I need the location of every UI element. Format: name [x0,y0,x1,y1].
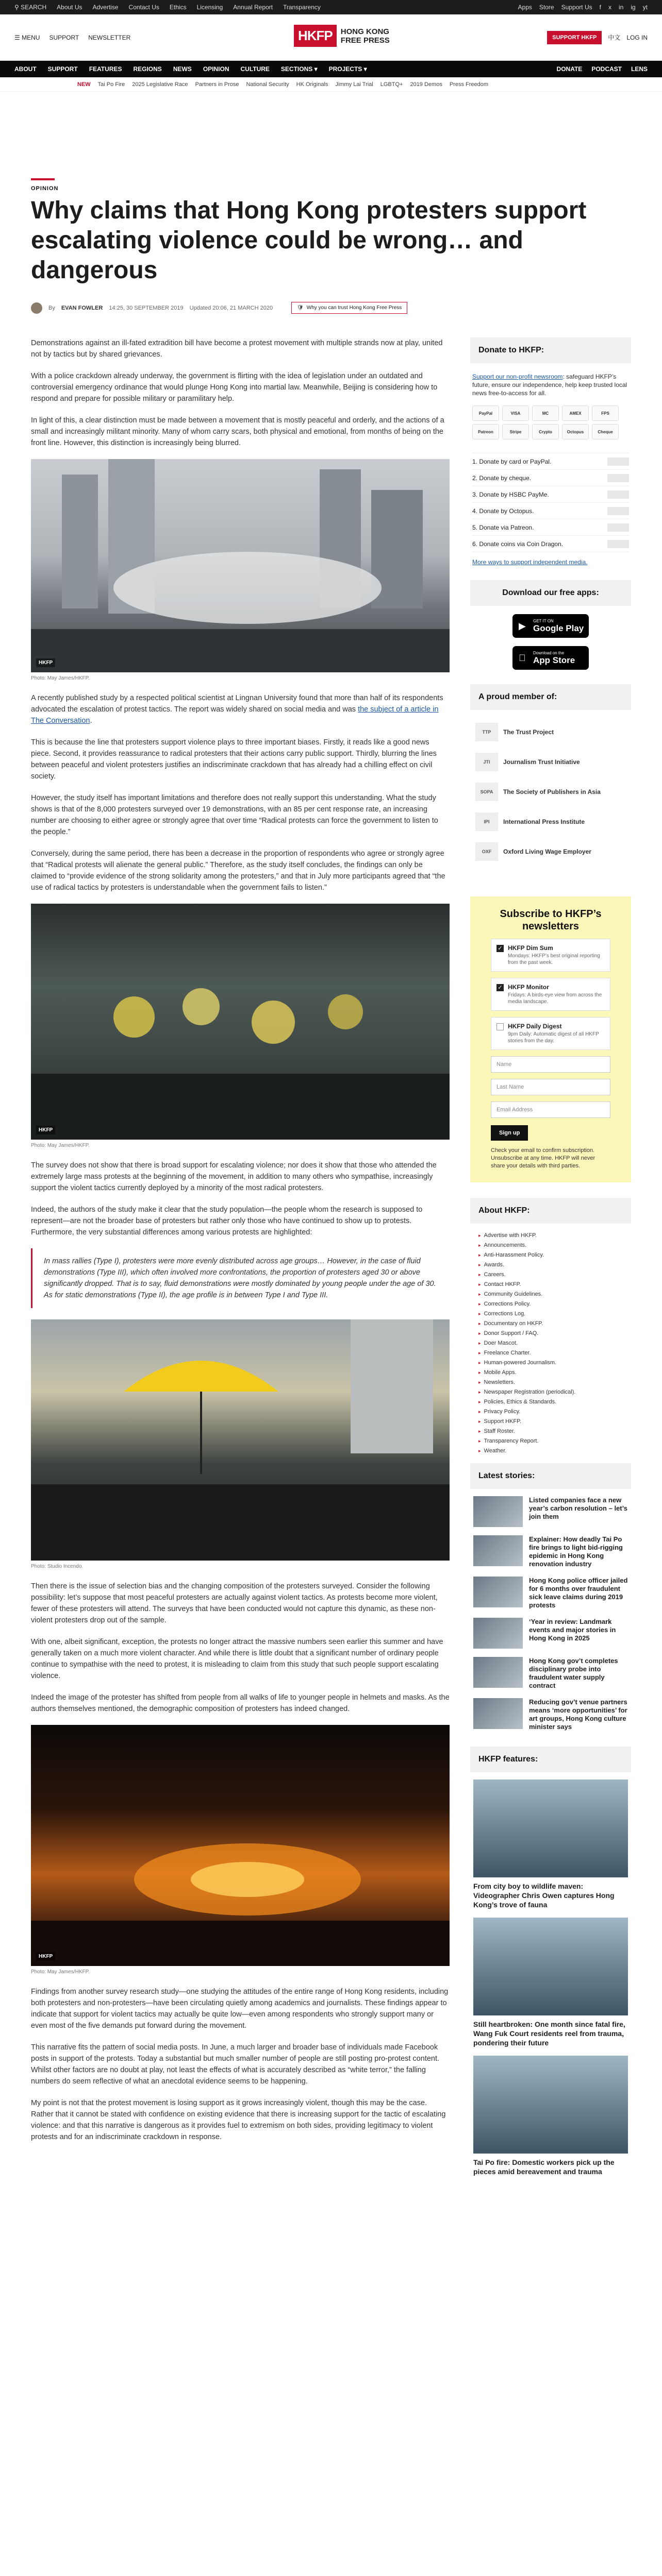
newsletter-name: HKFP Monitor [508,984,549,991]
story-thumbnail [473,1577,523,1607]
facebook-icon[interactable]: f [599,4,601,11]
donate-option[interactable] [472,519,629,536]
memberships [470,684,631,878]
story-item[interactable] [473,1657,628,1690]
newsletter-option[interactable] [491,978,610,1011]
about-link[interactable]: ▸ Corrections Policy. [478,1299,623,1309]
apps-title: Download our free apps: [470,580,631,606]
paragraph: With one, albeit significant, exception, the protests no longer attract the massive numbers seen earlier this summer and have generally taken on a much more violent character. And while there is little doubt that a significant number of ordinary people continue to sympathise with the need to protest, it is misleading to claim from this study that such people support escalating violence. [31,1638,443,1680]
crowd-graphic [31,904,450,1140]
story-item[interactable] [473,1535,628,1568]
about-link[interactable]: ▸ Mobile Apps. [478,1368,623,1378]
latest-stories [470,1463,631,1747]
feature-headline: From city boy to wildlife maven: Videographer Chris Owen captures Hong Kong’s trove of fauna [473,1882,615,1909]
story-headline: Reducing gov’t venue partners means ‘more opportunities’ for art groups, Hong Kong culture minister says [529,1698,627,1731]
about-link[interactable]: ▸ Doer Mascot. [478,1338,623,1348]
newsletter-box [470,896,631,1182]
instagram-icon[interactable]: ig [631,4,636,11]
amex-logo: AMEX [562,405,589,421]
nav-regions[interactable]: REGIONS [133,65,162,73]
conversation-link[interactable]: the subject of a article in The Conversation [31,705,439,725]
utility-link-about[interactable]: About Us [57,4,82,11]
byline [31,302,631,314]
donate-option[interactable] [472,470,629,486]
mastercard-logo: MC [532,405,559,421]
email-input[interactable]: Email Address [491,1101,610,1118]
tower [62,474,98,608]
paragraph: Then there is the issue of selection bias and the changing composition of the protesters surveyed. Consider the following possibility: let’s suppose that most peaceful protesters are actually against violent tactics. As protests become more violent, fewer of these protesters will attend. The surveys that have been conducted would not capture this dynamic, as these non-violent protesters drop out of the sample. [31,1582,438,1624]
about-link[interactable]: ▸ Careers. [478,1270,623,1280]
latest-title: Latest stories: [470,1463,631,1489]
story-item[interactable] [473,1618,628,1649]
about-link[interactable]: ▸ Documentary on HKFP. [478,1319,623,1329]
about-link[interactable]: ▸ Corrections Log. [478,1309,623,1319]
newsletter-text [508,984,605,1005]
about-link[interactable]: ▸ Donor Support / FAQ. [478,1329,623,1338]
utility-bar [0,0,662,14]
trending-link[interactable]: 2025 Legislative Race [132,81,188,88]
story-headline: Listed companies face a new year’s carbon resolution – let’s join them [529,1496,627,1520]
author-name[interactable]: EVAN FOWLER [61,304,103,311]
paragraph: Indeed the image of the protester has shifted from people from all walks of life to younger people in helmets and masks. As the authors themselves mentioned, the demographic composition of protesters has indeed changed. [31,1693,450,1713]
protest-photo [31,904,450,1140]
about-link[interactable]: ▸ Staff Roster. [478,1427,623,1436]
member-logo: TTP [475,723,498,741]
member-item[interactable] [475,779,626,805]
member-logo: OXF [475,842,498,861]
site-logo[interactable] [294,25,390,47]
last-name-input[interactable]: Last Name [491,1079,610,1095]
feature-image [473,1780,628,1877]
google-play-button[interactable] [512,614,589,638]
protest-photo [31,459,450,672]
updated-date: Updated 20:06, 21 MARCH 2020 [189,304,273,311]
nav-features[interactable]: FEATURES [89,65,122,73]
feature-item[interactable] [473,1918,628,2047]
member-list [470,710,631,878]
trending-link[interactable]: Tai Po Fire [97,81,125,88]
about-list [470,1224,631,1463]
story-thumbnail [473,1496,523,1527]
skyline-graphic [31,459,450,672]
story-headline: ‘Year in review: Landmark events and major stories in Hong Kong in 2025 [529,1618,616,1642]
feature-list [470,1772,631,2192]
feature-item[interactable] [473,2056,628,2176]
store-name: Google Play [533,623,584,633]
newsletter-title: Subscribe to HKFP’s newsletters [500,908,602,932]
newsletter-desc: 9pm Daily: Automatic digest of all HKFP stories from the day. [508,1031,599,1044]
nav-sections[interactable]: SECTIONS ▾ [280,65,318,73]
checkbox[interactable]: ✓ [496,984,504,991]
author-prefix: By [48,304,55,311]
about-box [470,1198,631,1463]
helmet [183,988,220,1025]
foreground [31,1074,450,1140]
language-switch[interactable]: 中文 [608,34,621,41]
photo-caption: Photo: May James/HKFP. [31,675,90,681]
method-badge [607,490,629,499]
yellow-umbrella [124,1361,278,1392]
utility-link-ethics[interactable]: Ethics [169,4,187,11]
story-thumbnail [473,1698,523,1729]
nav-about[interactable]: ABOUT [14,65,37,73]
paragraph: The survey does not show that there is broad support for escalating violence; nor does it show that those who attended the extremely large mass protests at the beginning of the movement, in addition to many others who sympathise, increasingly support the violent tactics currently deployed by a minority of the most radical protesters. [31,1161,437,1192]
main-nav [0,61,662,77]
about-title: About HKFP: [470,1198,631,1224]
store-caption: GET IT ON [533,619,554,623]
member-name: The Society of Publishers in Asia [503,788,601,795]
nav-projects[interactable]: PROJECTS ▾ [328,65,367,73]
nav-donate[interactable]: DONATE [556,65,583,73]
article-title: Why claims that Hong Kong protesters support escalating violence could be wrong… and dangerous [31,197,587,284]
menu-label: MENU [22,33,40,41]
utility-link-contact[interactable]: Contact Us [128,4,159,11]
about-link[interactable]: ▸ Weather. [478,1446,623,1456]
member-item[interactable] [475,749,626,775]
story-headline: Hong Kong police officer jailed for 6 months over fraudulent sick leave claims during 2019 protests [529,1577,628,1609]
header-link-support[interactable]: SUPPORT [49,33,79,41]
paragraph: In light of this, a clear distinction must be made between a movement that is mostly peaceful and orderly, and the actions of a small and increasingly militant minority. Many of whom carry scars, both physical and emotional, from months of being on the front line. However, this distinction is increasingly being blurred. [31,416,444,447]
utility-link-apps[interactable]: Apps [518,4,532,11]
about-link[interactable]: ▸ Freelance Charter. [478,1348,623,1358]
apple-icon [519,653,526,664]
donate-option[interactable] [472,503,629,519]
story-item[interactable] [473,1698,628,1731]
about-link[interactable]: ▸ Advertise with HKFP. [478,1231,623,1241]
login-link[interactable]: LOG IN [626,33,648,41]
trust-label: Why you can trust Hong Kong Free Press [306,305,402,311]
nav-support[interactable]: SUPPORT [47,65,78,73]
header-link-newsletter[interactable]: NEWSLETTER [88,33,131,41]
x-icon[interactable]: x [608,4,611,11]
trending-link[interactable]: Jimmy Lai Trial [335,81,373,88]
sidebar [470,337,631,2192]
fps-logo: FPS [592,405,619,421]
shield-icon: 🛡 [297,305,304,311]
trending-link[interactable]: Partners in Prose [195,81,239,88]
about-link[interactable]: ▸ Policies, Ethics & Standards. [478,1397,623,1407]
story-thumbnail [473,1535,523,1566]
figure [31,1725,450,1975]
about-link[interactable]: ▸ Anti-Harassment Policy. [478,1250,623,1260]
about-link[interactable]: ▸ Newspaper Registration (periodical). [478,1387,623,1397]
published-date: 14:25, 30 SEPTEMBER 2019 [109,304,184,311]
donate-option-label: 5. Donate via Patreon. [472,523,534,531]
play-icon: ▶ [519,621,526,631]
hkfp-watermark: HKFP [36,1952,55,1961]
trending-bar [0,77,662,92]
linkedin-icon[interactable]: in [618,4,624,11]
nav-news[interactable]: NEWS [173,65,192,73]
trending-link[interactable]: National Security [246,81,289,88]
method-badge [607,507,629,515]
newsletter-desc: Fridays: A birds-eye view from across the media landscape. [508,992,602,1005]
utility-link-store[interactable]: Store [539,4,554,11]
donate-option[interactable] [472,453,629,470]
helmet [328,994,363,1029]
more-ways-link[interactable]: More ways to support independent media. [472,558,588,566]
paragraph: My point is not that the protest movement is losing support as it grows increasingly violent, though this may be the case. Rather that it cannot be stated with confidence on existing evidence that there is increasing support for the tactic of escalating violence: and that this narrative is dangerous as it provides fuel to extremism on both sides, providing legitimacy to violent protests and for an indiscriminate crackdown in response. [31,2099,446,2141]
story-list [470,1489,631,1747]
about-link[interactable]: ▸ Community Guidelines. [478,1290,623,1299]
utility-link-support[interactable]: Support Us [561,4,592,11]
donate-box [470,372,631,566]
paragraph [31,692,450,726]
visa-logo: VISA [502,405,529,421]
hkfp-features [470,1747,631,2192]
member-title: A proud member of: [470,684,631,710]
utility-link-advertise[interactable]: Advertise [92,4,119,11]
donate-option-label: 3. Donate by HSBC PayMe. [472,490,549,498]
newsletter-text [508,944,605,966]
checkbox[interactable] [496,1023,504,1030]
story-thumbnail [473,1618,523,1649]
tear-gas-cloud [113,552,382,624]
fire-graphic [31,1725,450,1966]
protest-photo [31,1319,450,1561]
road [31,629,450,672]
nav-culture[interactable]: CULTURE [240,65,270,73]
paragraph: This narrative fits the pattern of social media posts. In June, a much larger and broader base of individuals made Facebook posts in support of the protests. Today a substantial but much smaller number of people are still posting pro-protest content. Whilst other factors are no doubt at play, not least the effects of what is accurately described as “white terror,” the falling numbers do seem reflective of what an anecdotal evidence seems to be happening. [31,2043,440,2086]
paragraph: Findings from another survey research study—one studying the attitudes of the entire range of Hong Kong residents, including both protesters and non-protesters—have been circulating quietly among academics and journalists. These findings appear to indicate that support for violent tactics may actually be quite low—even among respondents who strongly support many or even most of the five demands put forward during the movement. [31,1988,449,2030]
feature-item[interactable] [473,1780,628,1909]
feature-image [473,1918,628,2015]
store-name: App Store [533,655,575,665]
section-rule [31,178,55,180]
paragraph-text: . [90,717,92,725]
member-item[interactable] [475,839,626,865]
about-link[interactable]: ▸ Announcements. [478,1241,623,1250]
paragraph: Indeed, the authors of the study make it clear that the study population—the people whom the research is supposed to represent—are not the broader base of protesters but rather only those who have continued to show up to protests. Furthermore, the very substantial differences among various protests are highlighted: [31,1206,423,1236]
paragraph: Conversely, during the same period, there has been a decrease in the proportion of respondents who agree or strongly agree that “Radical protests will alienate the general public.” Therefore, as the study itself concludes, the findings can only be claimed to “provide evidence of the strong solidarity among the protesters,” and that in July more participants agreed that “the use of radical tactics by protesters is understandable when the government fails to listen.” [31,850,445,892]
about-link[interactable]: ▸ Human-powered Journalism. [478,1358,623,1368]
donate-option[interactable] [472,486,629,503]
logo-line-2: FREE PRESS [340,36,390,45]
utility-link-licensing[interactable]: Licensing [196,4,223,11]
stripe-logo: Stripe [502,424,529,439]
street [31,1921,450,1966]
feature-headline: Still heartbroken: One month since fatal fire, Wang Fuk Court residents reel from trauma, pondering their future [473,2020,625,2047]
member-logo: IPI [475,812,498,831]
checkbox[interactable]: ✓ [496,945,504,952]
author-avatar [31,302,42,314]
newsletter-desc: Mondays: HKFP’s best original reporting from the past week. [508,953,600,965]
about-link[interactable]: ▸ Privacy Policy. [478,1407,623,1417]
newsletter-name: HKFP Dim Sum [508,944,553,952]
signup-button[interactable]: Sign up [491,1125,528,1141]
member-logo: SOPA [475,783,498,801]
article-body [31,337,450,2153]
menu-button[interactable]: ☰ MENU [14,33,40,41]
trending-label: NEW [77,81,91,88]
helmet [252,1001,295,1044]
donate-link[interactable]: Support our non-profit newsroom [472,373,563,380]
donate-option-label: 1. Donate by card or PayPal. [472,457,552,465]
newsletter-note: Check your email to confirm subscription. Unsubscribe at any time. HKFP will never share your details with third parties. [491,1147,595,1169]
newsletter-name: HKFP Daily Digest [508,1023,562,1030]
section-label[interactable]: OPINION [31,185,59,192]
method-badge [607,457,629,466]
trust-button[interactable] [291,302,407,314]
logo-line-1: HONG KONG [340,27,389,36]
paypal-logo: PayPal [472,405,499,421]
tower [351,1319,433,1453]
name-input[interactable]: Name [491,1056,610,1073]
search-link[interactable]: ⚲ SEARCH [14,4,47,11]
feature-headline: Tai Po fire: Domestic workers pick up the pieces amid bereavement and trauma [473,2158,615,2176]
support-hkfp-button[interactable]: SUPPORT HKFP [547,31,602,44]
store-caption: Download on the [533,651,565,655]
member-name: International Press Institute [503,818,585,825]
utility-link-report[interactable]: Annual Report [233,4,273,11]
octopus-logo: Octopus [562,424,589,439]
about-link[interactable]: ▸ Support HKFP. [478,1417,623,1427]
paragraph: With a police crackdown already underway, the government is flirting with the idea of legislation under an outdated and controversial emergency ordinance that would plunge Hong Kong into martial law. Meanwhile, Beijing is considering how to respond and prepare for possible military or paramilitary help. [31,372,438,403]
app-store-button[interactable] [512,646,589,670]
protest-photo [31,1725,450,1966]
donate-title: Donate to HKFP: [470,337,631,363]
newsletter-option[interactable] [491,1017,610,1050]
nav-lens[interactable]: LENS [631,65,648,73]
story-thumbnail [473,1657,523,1688]
story-item[interactable] [473,1496,628,1527]
umbrella-graphic [31,1319,450,1561]
figure [31,459,450,681]
about-link[interactable]: ▸ Transparency Report. [478,1436,623,1446]
member-name: Oxford Living Wage Employer [503,848,591,855]
hkfp-watermark: HKFP [36,658,55,667]
photo-caption: Photo: May James/HKFP. [31,1143,90,1148]
method-badge [607,474,629,482]
patreon-logo: Patreon [472,424,499,439]
donate-option-label: 4. Donate by Octopus. [472,507,534,515]
hkfp-watermark: HKFP [36,1126,55,1134]
newsletter-option[interactable] [491,939,610,972]
member-name: The Trust Project [503,728,554,736]
payment-logos [472,405,629,439]
utility-link-transparency[interactable]: Transparency [283,4,321,11]
feature-image [473,2056,628,2154]
nav-podcast[interactable]: PODCAST [591,65,622,73]
story-item[interactable] [473,1577,628,1609]
about-link[interactable]: ▸ Awards. [478,1260,623,1270]
figure [31,1319,450,1569]
logo-mark: HKFP [294,25,337,47]
crypto-logo: Crypto [532,424,559,439]
member-item[interactable] [475,719,626,745]
member-logo: JTI [475,753,498,771]
nav-opinion[interactable]: OPINION [203,65,229,73]
about-link[interactable]: ▸ Contact HKFP. [478,1280,623,1290]
photo-caption: Photo: May James/HKFP. [31,1969,90,1975]
member-name: Journalism Trust Initiative [503,758,580,766]
method-badge [607,523,629,532]
study-quote: In mass rallies (Type I), protesters were more evenly distributed across age groups… However, in the case of fluid demonstrations (Type III), which often involved more confrontations, the proportion of protesters aged 30 or above significantly dropped. That is to say, fluid demonstrations were mostly dominated by young people under the age of 30. As for static demonstrations (Type II), the age profile is in between Type I and Type III. [31,1248,450,1308]
figure [31,904,450,1148]
newsletter-text [508,1023,605,1044]
trending-link[interactable]: 2019 Demos [410,81,442,88]
about-link[interactable]: ▸ Newsletters. [478,1378,623,1387]
youtube-icon[interactable]: yt [642,4,648,11]
paragraph: However, the study itself has important limitations and therefore does not really support this understanding. What the study shows is that of the 8,000 protesters surveyed over 19 demonstrations, with an 85 per cent response rate, an increasing number are choosing to either agree or strongly agree that over time “Radical protests can force the government to listen to the people.” [31,794,438,836]
paragraph: This is because the line that protesters support violence plays to three important biases. Firstly, it reads like a good news piece. Second, it provides reassurance to radical protesters that their actions carry public support. Thirdly, blurring the lines between peaceful and violent protesters justifies an indiscriminate crackdown that has already had a chilling effect on civil society. [31,738,437,781]
story-headline: Hong Kong gov’t completes disciplinary probe into fraudulent water supply contract [529,1657,618,1689]
donate-option-label: 6. Donate coins via Coin Dragon. [472,540,564,548]
paragraph-text: A recently published study by a respected political scientist at Lingnan University found that more than half of its respondents advocated the escalation of protest tactics. The report was widely shared on social media and was [31,694,443,714]
crowd [31,1484,450,1561]
page-content [0,178,662,2192]
photo-caption: Photo: Studio Incendo. [31,1564,84,1569]
member-item[interactable] [475,809,626,835]
paragraph: Demonstrations against an ill-fated extradition bill have become a protest movement with multiple strands now at play, united not by tactics but by shared grievances. [31,339,443,359]
features-title: HKFP features: [470,1747,631,1772]
site-header [0,14,662,61]
trending-link[interactable]: LGBTQ+ [380,81,403,88]
search-label: SEARCH [21,4,47,11]
logo-wordmark [341,27,390,45]
donate-options [472,453,629,552]
fire-core [191,1862,304,1897]
trending-link[interactable]: HK Originals [296,81,328,88]
method-badge [607,540,629,548]
donate-description: : safeguard HKFP’s future, ensure our independence, help keep trusted local news free-to-access for all. [472,373,627,397]
donate-text [472,372,629,397]
story-headline: Explainer: How deadly Tai Po fire brings to light bid-rigging epidemic in Hong Kong renovation industry [529,1535,623,1568]
helmet [113,996,155,1038]
trending-link[interactable]: Press Freedom [449,81,489,88]
donate-option-label: 2. Donate by cheque. [472,474,532,482]
cheque-logo: Cheque [592,424,619,439]
donate-option[interactable] [472,536,629,552]
